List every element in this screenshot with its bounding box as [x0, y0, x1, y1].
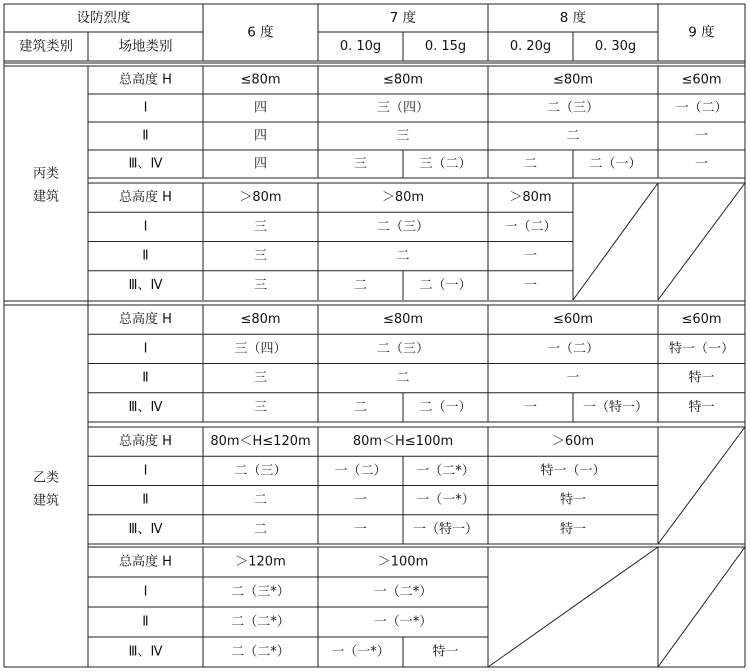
grade-cell: 二（三）: [546, 100, 600, 116]
grade-cell: 三: [353, 156, 368, 172]
site-category-cell: 总高度 H: [119, 190, 172, 206]
empty-diagonal: [658, 427, 745, 544]
site-category-cell: Ⅰ: [143, 100, 148, 116]
grade-cell: ≤60m: [552, 312, 594, 328]
grade-cell: 四: [253, 100, 268, 116]
grade-cell: 一（一*）: [331, 644, 390, 660]
header-intensity: 设防烈度: [76, 10, 131, 26]
site-category-cell: 总高度 H: [119, 554, 172, 570]
grade-cell: ≤60m: [681, 72, 722, 88]
grade-cell: 一: [523, 248, 538, 264]
grade-cell: 二（三）: [376, 341, 430, 357]
grade-cell: ＞80m: [509, 190, 552, 206]
grade-cell: 特一: [559, 492, 587, 508]
site-category-cell: Ⅱ: [142, 614, 149, 630]
grade-cell: 特一: [688, 399, 715, 415]
grade-cell: 二: [353, 399, 368, 415]
grade-cell: 一: [523, 277, 538, 293]
grade-cell: 一（二*）: [373, 584, 433, 600]
grade-cell: 一（特一）: [582, 399, 649, 415]
group-label-yi: 建筑: [32, 493, 60, 509]
empty-diagonal: [573, 183, 658, 300]
grade-cell: ＞100m: [377, 554, 429, 570]
grade-cell: ≤60m: [681, 312, 722, 328]
grade-cell: ＞80m: [381, 190, 425, 206]
header-0.20g: 0. 20g: [509, 39, 552, 54]
header-9-degree: 9 度: [688, 24, 715, 41]
grade-cell: 四: [253, 128, 268, 144]
site-category-cell: Ⅲ、Ⅳ: [128, 277, 163, 293]
grade-cell: 二（三）: [234, 463, 287, 479]
group-label-yi: 乙类: [32, 470, 60, 486]
grade-cell: 二（一）: [419, 399, 472, 415]
grade-cell: 二: [396, 248, 410, 264]
grade-cell: 80m＜H≤100m: [352, 434, 454, 450]
grade-cell: 特一（一）: [540, 463, 606, 479]
grade-cell: ≤80m: [240, 312, 281, 328]
grade-cell: 二: [353, 277, 368, 293]
grade-cell: 二: [253, 521, 268, 537]
site-category-cell: Ⅱ: [142, 248, 149, 264]
site-category-cell: Ⅲ、Ⅳ: [128, 156, 163, 172]
grade-cell: 二（一）: [419, 277, 472, 293]
site-category-cell: Ⅰ: [143, 341, 148, 357]
grade-cell: 一（二）: [504, 219, 557, 235]
grade-cell: ＞120m: [235, 554, 286, 570]
header-0.15g: 0. 15g: [424, 39, 467, 54]
grade-cell: 一（二）: [334, 463, 387, 479]
grade-cell: 一: [353, 492, 368, 508]
empty-diagonal: [658, 183, 745, 300]
grade-cell: 三: [253, 370, 268, 386]
grade-cell: 三: [396, 128, 410, 144]
grade-cell: ≤80m: [382, 312, 424, 328]
grade-cell: 二: [253, 492, 268, 508]
grade-cell: 一: [566, 370, 580, 386]
grade-cell: 一（二*）: [416, 463, 475, 479]
grade-cell: ＞80m: [239, 190, 282, 206]
site-category-cell: Ⅲ、Ⅳ: [128, 521, 163, 537]
site-category-cell: 总高度 H: [119, 312, 172, 328]
grade-cell: 二: [566, 128, 580, 144]
grade-cell: ＞60m: [551, 434, 595, 450]
header-7-degree: 7 度: [389, 10, 417, 26]
grade-cell: 三（四）: [234, 341, 287, 357]
grade-cell: 二（一）: [589, 156, 642, 172]
grade-cell: 一（一*）: [416, 492, 475, 508]
grade-cell: 三: [253, 277, 268, 293]
header-building-category: 建筑类别: [19, 38, 73, 55]
grade-cell: 一（二）: [675, 100, 728, 116]
grade-cell: 80m＜H≤120m: [210, 434, 311, 450]
grade-cell: 一: [353, 521, 368, 537]
site-category-cell: Ⅰ: [143, 584, 148, 600]
grade-cell: 三: [253, 399, 268, 415]
grade-cell: 二（三*）: [231, 584, 290, 600]
site-category-cell: Ⅱ: [142, 370, 149, 386]
group-label-bing: 丙类: [32, 166, 60, 182]
header-6-degree: 6 度: [247, 24, 274, 41]
grade-cell: 特一（一）: [668, 341, 735, 357]
grade-cell: ≤80m: [240, 72, 281, 88]
group-label-bing: 建筑: [32, 189, 60, 205]
site-category-cell: Ⅰ: [143, 219, 148, 235]
empty-diagonal: [658, 547, 745, 667]
grade-cell: 一（特一）: [412, 521, 479, 537]
grade-cell: 特一: [432, 644, 459, 660]
grade-cell: 特一: [559, 521, 587, 537]
site-category-cell: Ⅲ、Ⅳ: [128, 399, 163, 415]
site-category-cell: Ⅲ、Ⅳ: [128, 644, 163, 660]
site-category-cell: Ⅱ: [142, 492, 149, 508]
grade-cell: 三（二）: [419, 156, 472, 172]
grade-cell: 一（二）: [546, 341, 600, 357]
grade-cell: ≤80m: [382, 72, 424, 88]
header-0.10g: 0. 10g: [339, 39, 382, 54]
grade-cell: 一（一*）: [373, 614, 433, 630]
grade-cell: 一: [694, 156, 709, 172]
grade-cell: 一: [694, 128, 709, 144]
empty-diagonal: [488, 547, 658, 667]
header-0.30g: 0. 30g: [594, 39, 637, 54]
grade-cell: ≤80m: [552, 72, 594, 88]
grade-cell: 四: [253, 156, 268, 172]
grade-cell: 二（三）: [376, 219, 430, 235]
site-category-cell: Ⅱ: [142, 128, 149, 144]
grade-cell: 二（二*）: [231, 614, 290, 630]
site-category-cell: Ⅰ: [143, 463, 148, 479]
grade-cell: 二: [523, 156, 538, 172]
site-category-cell: 总高度 H: [119, 72, 172, 88]
grade-cell: 三: [253, 248, 268, 264]
header-8-degree: 8 度: [559, 10, 587, 26]
grade-cell: 二: [396, 370, 410, 386]
site-category-cell: 总高度 H: [119, 434, 172, 450]
grade-cell: 二（二*）: [231, 644, 290, 660]
grade-cell: 特一: [688, 370, 715, 386]
grade-cell: 一: [523, 399, 538, 415]
header-site-category: 场地类别: [118, 38, 173, 55]
grade-cell: 三（四）: [376, 100, 430, 116]
grade-cell: 三: [253, 219, 268, 235]
